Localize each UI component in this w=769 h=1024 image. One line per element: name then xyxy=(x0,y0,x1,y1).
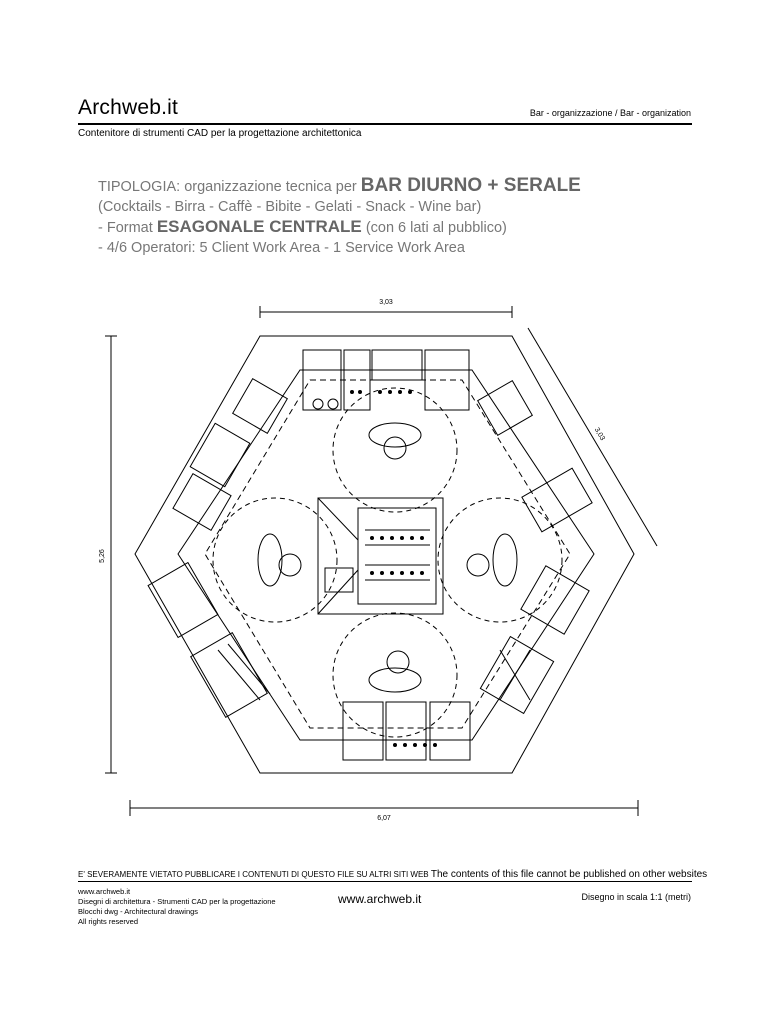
tagline: Contenitore di strumenti CAD per la progettazione architettonica xyxy=(78,128,362,139)
warning-it: E' SEVERAMENTE VIETATO PUBBLICARE I CONTENUTI DI QUESTO FILE SU ALTRI SITI WEB xyxy=(78,870,429,879)
footer-website-link[interactable]: www.archweb.it xyxy=(338,892,422,906)
title-line-3-prefix: - Format xyxy=(98,220,153,236)
operator-left xyxy=(258,534,301,586)
warning-en: The contents of this file cannot be published on other websites xyxy=(430,869,708,880)
brand-logo[interactable]: Archweb.it xyxy=(78,96,179,119)
equipment-dots xyxy=(350,390,437,747)
operator-zone-right xyxy=(438,498,562,622)
title-line-1 xyxy=(98,176,581,198)
breadcrumb: Bar - organizzazione / Bar - organization xyxy=(529,108,691,118)
dim-label-right: 3,03 xyxy=(592,426,606,442)
operator-zone-top xyxy=(333,388,457,512)
operator-zone-bottom xyxy=(333,613,457,737)
title-line-3-bold: ESAGONALE CENTRALE xyxy=(156,217,362,236)
footer-credit-line: Blocchi dwg - Architectural drawings xyxy=(78,907,199,916)
bottom-equipment xyxy=(343,702,470,760)
footer-rule xyxy=(78,881,692,882)
footer-credit-line: Disegni di architettura - Strumenti CAD per la progettazione xyxy=(78,897,276,906)
header-rule xyxy=(78,123,692,125)
title-line-4: - 4/6 Operatori: 5 Client Work Area - 1 Service Work Area xyxy=(98,239,465,256)
title-line-3-suffix: (con 6 lati al pubblico) xyxy=(365,220,507,236)
drawing-scale: Disegno in scala 1:1 (metri) xyxy=(581,892,691,902)
central-island xyxy=(318,498,443,614)
dim-label-bottom: 6,07 xyxy=(377,815,391,822)
operator-top xyxy=(369,423,421,459)
bar-floor-plan xyxy=(0,290,769,830)
footer-credits xyxy=(78,887,276,927)
left-lower-equipment xyxy=(148,563,270,718)
title-block xyxy=(98,176,581,258)
right-lower-equipment xyxy=(480,566,589,714)
dim-line-right xyxy=(528,328,657,546)
operator-right xyxy=(467,534,517,586)
footer-credit-line: All rights reserved xyxy=(78,917,139,926)
copyright-warning xyxy=(78,869,707,880)
central-island-inner xyxy=(358,508,436,604)
footer-credit-line[interactable]: www.archweb.it xyxy=(78,887,131,896)
title-line-1-bold: BAR DIURNO + SERALE xyxy=(360,175,581,196)
hexagon-outer-counter xyxy=(135,336,634,773)
title-line-1-prefix: TIPOLOGIA: organizzazione tecnica per xyxy=(98,179,357,195)
dim-label-top: 3,03 xyxy=(379,299,393,306)
left-upper-equipment xyxy=(173,379,287,531)
dim-label-left: 5,26 xyxy=(99,549,106,563)
title-line-3 xyxy=(98,217,581,239)
operator-bottom xyxy=(369,651,421,692)
title-line-2: (Cocktails - Birra - Caffè - Bibite - Gelati - Snack - Wine bar) xyxy=(98,198,482,215)
hexagon-inner-counter xyxy=(178,370,594,740)
